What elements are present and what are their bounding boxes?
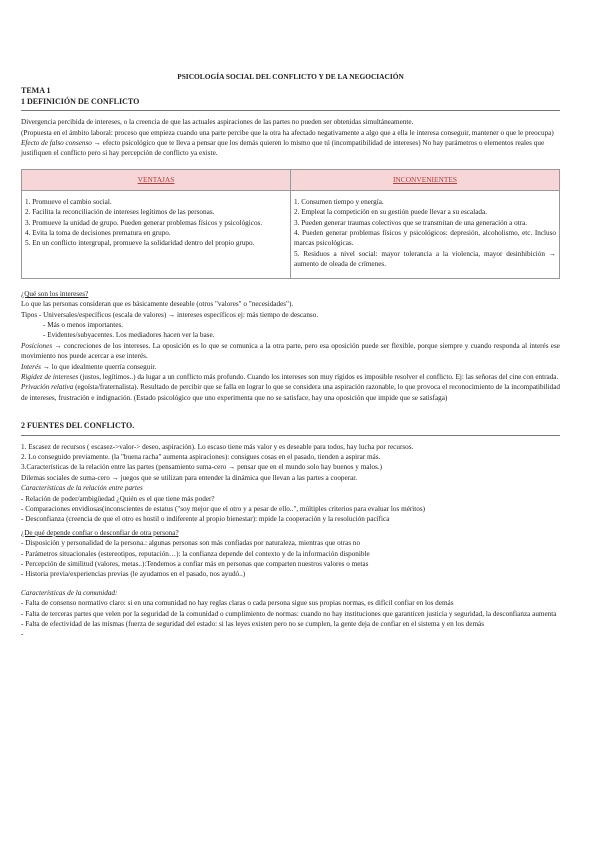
privacion-label: Privación relativa (21, 383, 74, 392)
trust-factor-item: - Disposición y personalidad de la persona.: algunas personas son más confiadas por naturaleza, mientras que otras no (21, 539, 361, 548)
intereses-types-importance: - Más o menos importantes. (43, 320, 124, 329)
section1-heading: 1 DEFINICIÓN DE CONFLICTO (21, 96, 140, 106)
privacion-text: (egoísta/fraternalista). Resultado de percibir que se falla en lograr lo que se considera una aspiración razonable, lo que provoca el reconocimiento de la incompatibilidad de intereses, frustración e indignación. (Estado psicológico que uno experimenta que no se satisface, hay una oposición que impide que se satisfaga) (21, 383, 560, 402)
inconveniente-item: 3. Pueden generar traumas colectivos que se transmitan de una generación a otra. (294, 218, 528, 227)
interes-label: Interés (21, 362, 41, 371)
community-list (21, 598, 560, 640)
ventaja-item: 4. Evita la toma de decisiones prematura en grupo. (25, 229, 171, 238)
relation-characteristics-list (21, 494, 560, 525)
inconvenientes-cell (291, 190, 560, 278)
sources-list (21, 442, 560, 484)
ventaja-item: 5. En un conflicto intergrupal, promueve la solidaridad dentro del propio grupo. (25, 239, 255, 248)
false-consensus-paragraph (21, 138, 560, 159)
posiciones-text: → concreciones de los intereses. La oposición es lo que se comunica a la otra parte, pero esa oposición puede ser flexible, porque siempre y cuando responda al interés ese movimiento nos puede acercar a ese interés. (21, 341, 560, 361)
community-item: - Falta de efectividad de las mismas (fuerza de seguridad del estado: si las leyes existen pero no se cumplen, la gente deja de confiar en el sistema y en los demás (21, 620, 485, 629)
ventajas-header: VENTAJAS (22, 169, 291, 190)
posiciones-label: Posiciones (21, 341, 53, 350)
ventajas-cell (22, 190, 291, 278)
intereses-types-evident: - Evidentes/subyacentes. Los mediadores hacen ver la base. (43, 331, 215, 340)
section2-heading: 2 FUENTES DEL CONFLICTO. (21, 421, 135, 431)
ventaja-item: 3. Promueve la unidad de grupo. Pueden generar problemas físicos y psicológicos. (25, 218, 263, 227)
source-item: 3.Características de la relación entre las partes (pensamiento suma-cero → pensar que en el mundo solo hay buenos y malos.) (21, 463, 383, 472)
ventaja-item: 1. Promueve el cambio social. (25, 197, 112, 206)
rigidez-label: Rigidez de intereses (21, 372, 79, 381)
intereses-question: ¿Qué son los intereses? (21, 289, 89, 298)
privacion-paragraph (21, 382, 560, 403)
interes-text: → lo que idealmente querría conseguir. (40, 362, 157, 371)
community-label: Características de la comunidad: (21, 588, 118, 597)
tema-label: TEMA 1 (21, 86, 51, 96)
pros-cons-table (21, 169, 560, 279)
false-consensus-label: Efecto de falso consenso (21, 139, 92, 148)
relation-characteristic-item: - Relación de poder/ambigüedad ¿Quién es el que tiene más poder? (21, 494, 215, 503)
inconveniente-item: 2. Empleat la competición en su gestión puede llevar a su escalada. (294, 208, 487, 217)
conflict-proposal: (Propuesta en el ámbito laboral: proceso que empieza cuando una parte percibe que la otra ha afectado negativamente a algo que a ella le interesa conseguir, mantener o que le preocupa) (21, 128, 554, 137)
community-item: - (21, 630, 24, 639)
rigidez-text: (justos, legítimos..) da lugar a un conflicto más profundo. Cuando los intereses son muy rígidos es imposible resolver el conflicto. Ej: las señoras del cine con entrada. (78, 372, 559, 381)
ventaja-item: 2. Facilita la reconciliación de intereses legítimos de las personas. (25, 208, 215, 217)
posiciones-paragraph (21, 341, 560, 362)
section1-divider (21, 110, 560, 111)
relation-characteristic-item: - Desconfianza (creencia de que el otro es hostil o indiferente al propio bienestar): mpide la cooperación y la resolución pacífica (21, 515, 390, 524)
trust-factor-item: - Percepción de similitud (valores, metas..):Tendemos a confiar más en personas que comparten nuestros valores o metas (21, 560, 369, 569)
trust-factor-item: - Parámetros situacionales (estereotipos, reputación…): la confianza depende del contexto y de la información disponible (21, 549, 370, 558)
trust-factors-list (21, 538, 560, 580)
trust-factor-item: - Historia previa/experiencias previas (le ayudamos en el pasado, nos ayudó..) (21, 570, 246, 579)
source-item: Dilemas sociales de suma-cero → juegos que se utilizan para entender la dinámica que llevan a las partes a cooperar. (21, 473, 358, 482)
community-item: - Falta de terceras partes que velen por la seguridad de la comunidad o cumplimiento de normas: cuando no hay instituciones que garanticen justicia y seguridad, la desconfianza aumenta (21, 609, 557, 618)
document-title: PSICOLOGÍA SOCIAL DEL CONFLICTO Y DE LA NEGOCIACIÓN (177, 72, 404, 81)
section2-divider (21, 435, 560, 436)
intereses-types: Tipos - Universales/específicos (escala de valores) → intereses específicos ej: más tiempo de descanso. (21, 310, 319, 319)
relation-characteristics-label: Características de la relación entre partes (21, 484, 143, 493)
trust-question: ¿De qué depende confiar o desconfiar de otra persona? (21, 528, 179, 537)
source-item: 2. Lo conseguido previamente. (la "buena racha" aumenta aspiraciones): consigues cosas en el pasado, tienden a aspirar más. (21, 452, 381, 461)
relation-characteristic-item: - Comparaciones envidiosas(inconscientes de estatus ("soy mejor que el otro y a pesar de ello..", múltiples criterios para evaluar los méritos) (21, 505, 426, 513)
inconveniente-item: 1. Consumen tiempo y energía. (294, 197, 384, 206)
rigidez-paragraph (21, 372, 560, 382)
conflict-definition: Divergencia percibida de intereses, o la creencia de que las actuales aspiraciones de las partes no pueden ser obtenidas simultáneamente. (21, 118, 414, 127)
intereses-definition: Lo que las personas consideran que es básicamente deseable (otros "valores" o "necesidades"). (21, 300, 294, 309)
interes-paragraph (21, 362, 560, 372)
false-consensus-text: → efecto psicológico que te lleva a pensar que los demás quieren lo mismo que tú (incompatibilidad de intereses) No hay parámetros o elementos reales que justifiquen el conflicto pero sí hay percepción de conflicto ya existe. (21, 139, 545, 158)
community-item: - Falta de consenso normativo claro: si en una comunidad no hay reglas claras o cada persona sigue sus propias normas, es difícil confiar en los demás (21, 599, 454, 608)
inconveniente-item: 4. Pueden generar problemas físicos y psicológicos: depresión, alcoholismo, etc. Incluso marcas psicológicas. (294, 229, 556, 248)
inconveniente-item: 5. Residuos a nivel social: mayor tolerancia a la violencia, mayor desinhibición → aumento de oleada de crímenes. (294, 249, 556, 269)
inconvenientes-header: INCONVENIENTES (291, 169, 560, 190)
source-item: 1. Escasez de recursos ( escasez->valor-> deseo, aspiración). Lo escaso tiene más valor y es deseable para todos, hay lucha por recursos. (21, 442, 414, 451)
